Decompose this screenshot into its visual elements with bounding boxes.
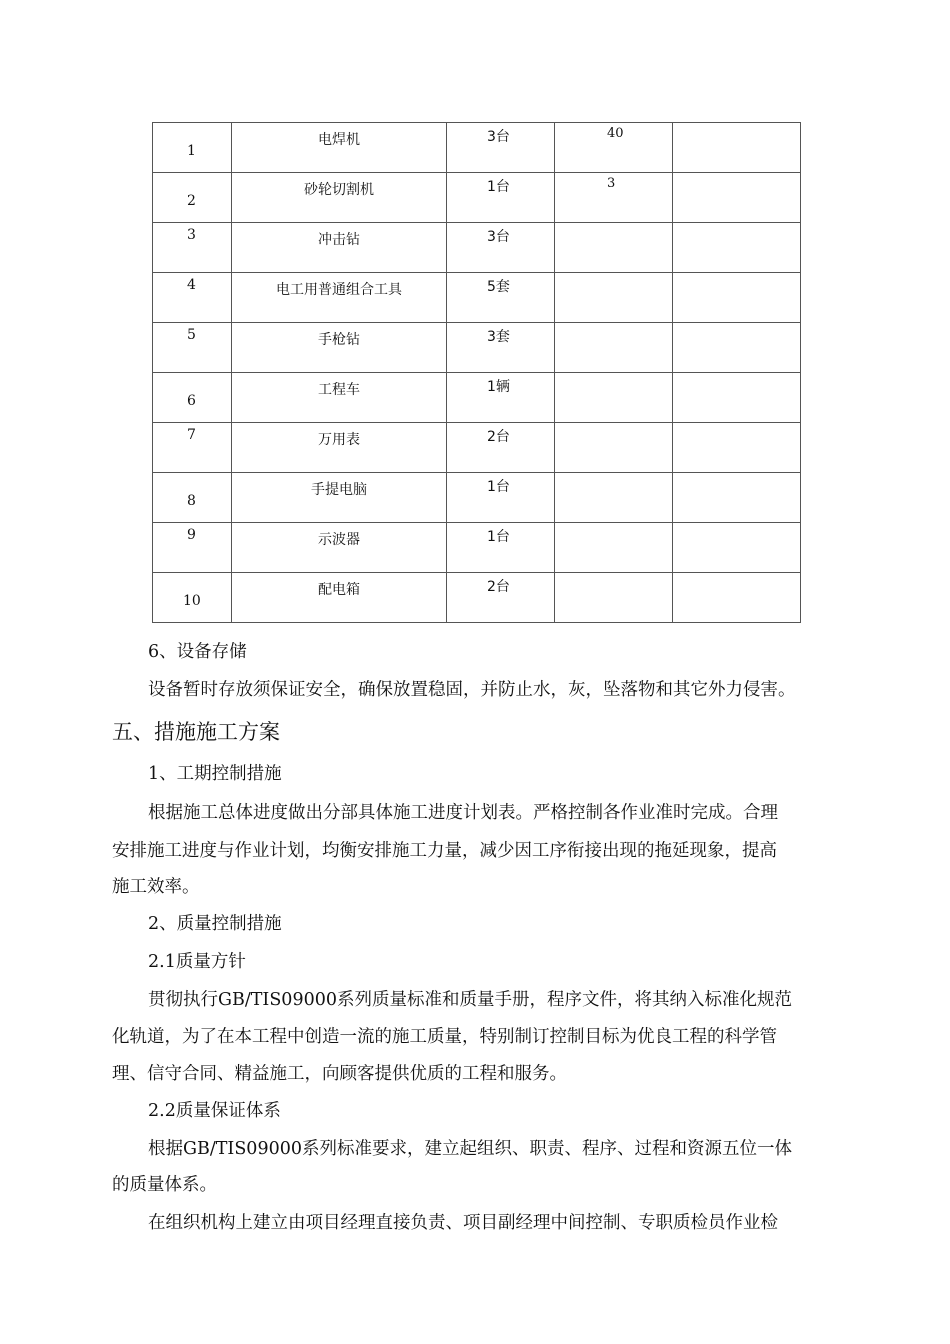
row-number: 10: [183, 593, 201, 609]
equipment-power: [555, 373, 672, 376]
table-row: [153, 573, 801, 623]
equipment-power: [555, 473, 672, 476]
subsection-heading-quality-policy: 2.1质量方针: [148, 952, 246, 972]
equipment-power: [555, 273, 672, 276]
cell-power: [555, 423, 673, 473]
cell-note: [673, 523, 801, 573]
cell-name: [232, 123, 447, 173]
equipment-power: [555, 223, 672, 226]
table-row: [153, 373, 801, 423]
cell-note: [673, 123, 801, 173]
chapter-heading: 五、措施施工方案: [112, 720, 280, 744]
table-row: [153, 423, 801, 473]
equipment-power: [555, 523, 672, 526]
cell-qty: [447, 573, 555, 623]
paragraph-line: 设备暂时存放须保证安全，确保放置稳固，并防止水，灰，坠落物和其它外力侵害。: [148, 680, 796, 700]
cell-no: [153, 573, 232, 623]
paragraph-line: 施工效率。: [112, 877, 200, 897]
equipment-qty: 1台: [487, 479, 510, 495]
equipment-power: [555, 323, 672, 326]
table-row: [153, 223, 801, 273]
section-heading-schedule-control: 1、工期控制措施: [148, 764, 282, 784]
cell-name: [232, 473, 447, 523]
cell-no: [153, 273, 232, 323]
cell-note: [673, 323, 801, 373]
equipment-name: 手枪钻: [318, 332, 360, 348]
equipment-table: [152, 122, 801, 623]
equipment-name: 电焊机: [318, 132, 360, 148]
cell-qty: [447, 173, 555, 223]
paragraph-line: 理、信守合同、精益施工，向顾客提供优质的工程和服务。: [112, 1064, 567, 1084]
cell-qty: [447, 273, 555, 323]
subsection-heading-quality-system: 2.2质量保证体系: [148, 1101, 281, 1121]
row-number: 6: [187, 393, 196, 409]
equipment-name: 冲击钻: [318, 232, 360, 248]
equipment-name: 砂轮切割机: [304, 182, 374, 198]
equipment-qty: 5套: [487, 279, 510, 295]
table-row: [153, 473, 801, 523]
cell-qty: [447, 373, 555, 423]
cell-power: [555, 223, 673, 273]
cell-power: [555, 173, 673, 223]
cell-name: [232, 373, 447, 423]
cell-power: [555, 573, 673, 623]
equipment-qty: 1辆: [487, 379, 510, 395]
cell-no: [153, 473, 232, 523]
cell-qty: [447, 123, 555, 173]
cell-name: [232, 573, 447, 623]
cell-no: [153, 173, 232, 223]
cell-no: [153, 523, 232, 573]
cell-name: [232, 423, 447, 473]
equipment-qty: 2台: [487, 579, 510, 595]
cell-power: [555, 323, 673, 373]
cell-no: [153, 423, 232, 473]
section-heading-quality-control: 2、质量控制措施: [148, 914, 282, 934]
paragraph-line: 安排施工进度与作业计划，均衡安排施工力量，减少因工序衔接出现的拖延现象，提高: [112, 841, 777, 861]
cell-note: [673, 173, 801, 223]
cell-qty: [447, 323, 555, 373]
cell-power: [555, 523, 673, 573]
cell-power: [555, 273, 673, 323]
cell-name: [232, 323, 447, 373]
row-number: 8: [187, 493, 196, 509]
cell-note: [673, 423, 801, 473]
equipment-name: 手提电脑: [311, 482, 367, 498]
table-row: [153, 323, 801, 373]
cell-name: [232, 273, 447, 323]
paragraph-line: 根据施工总体进度做出分部具体施工进度计划表。严格控制各作业准时完成。合理: [148, 803, 778, 823]
equipment-qty: 1台: [487, 179, 510, 195]
equipment-qty: 3台: [487, 129, 510, 145]
cell-no: [153, 223, 232, 273]
cell-note: [673, 273, 801, 323]
paragraph-line: 根据GB/TIS09000系列标准要求，建立起组织、职责、程序、过程和资源五位一体: [148, 1139, 792, 1159]
paragraph-line: 贯彻执行GB/TIS09000系列质量标准和质量手册，程序文件，将其纳入标准化规范: [148, 990, 792, 1010]
cell-name: [232, 173, 447, 223]
equipment-power: 3: [607, 176, 616, 191]
cell-note: [673, 573, 801, 623]
equipment-power: [555, 423, 672, 426]
equipment-qty: 2台: [487, 429, 510, 445]
table-row: [153, 273, 801, 323]
row-number: 9: [187, 527, 196, 543]
cell-name: [232, 223, 447, 273]
table-row: [153, 173, 801, 223]
equipment-power: 40: [607, 126, 624, 141]
equipment-name: 配电箱: [318, 582, 360, 598]
row-number: 1: [187, 143, 196, 159]
equipment-power: [555, 573, 672, 576]
cell-qty: [447, 473, 555, 523]
cell-power: [555, 473, 673, 523]
section-heading-equipment-storage: 6、设备存储: [148, 642, 247, 662]
cell-qty: [447, 523, 555, 573]
row-number: 3: [187, 227, 196, 243]
table-row: [153, 123, 801, 173]
cell-no: [153, 323, 232, 373]
cell-power: [555, 123, 673, 173]
paragraph-line: 化轨道，为了在本工程中创造一流的施工质量，特别制订控制目标为优良工程的科学管: [112, 1027, 777, 1047]
table-row: [153, 523, 801, 573]
paragraph-line: 在组织机构上建立由项目经理直接负责、项目副经理中间控制、专职质检员作业检: [148, 1213, 778, 1233]
cell-note: [673, 373, 801, 423]
equipment-name: 示波器: [318, 532, 360, 548]
cell-note: [673, 223, 801, 273]
equipment-qty: 1台: [487, 529, 510, 545]
cell-qty: [447, 423, 555, 473]
cell-note: [673, 473, 801, 523]
equipment-name: 工程车: [318, 382, 360, 398]
row-number: 7: [187, 427, 196, 443]
paragraph-line: 的质量体系。: [112, 1175, 217, 1195]
cell-no: [153, 123, 232, 173]
row-number: 4: [187, 277, 196, 293]
cell-qty: [447, 223, 555, 273]
row-number: 2: [187, 193, 196, 209]
equipment-name: 万用表: [318, 432, 360, 448]
cell-name: [232, 523, 447, 573]
equipment-qty: 3套: [487, 329, 510, 345]
cell-no: [153, 373, 232, 423]
row-number: 5: [187, 327, 196, 343]
cell-power: [555, 373, 673, 423]
equipment-name: 电工用普通组合工具: [276, 282, 402, 298]
equipment-qty: 3台: [487, 229, 510, 245]
